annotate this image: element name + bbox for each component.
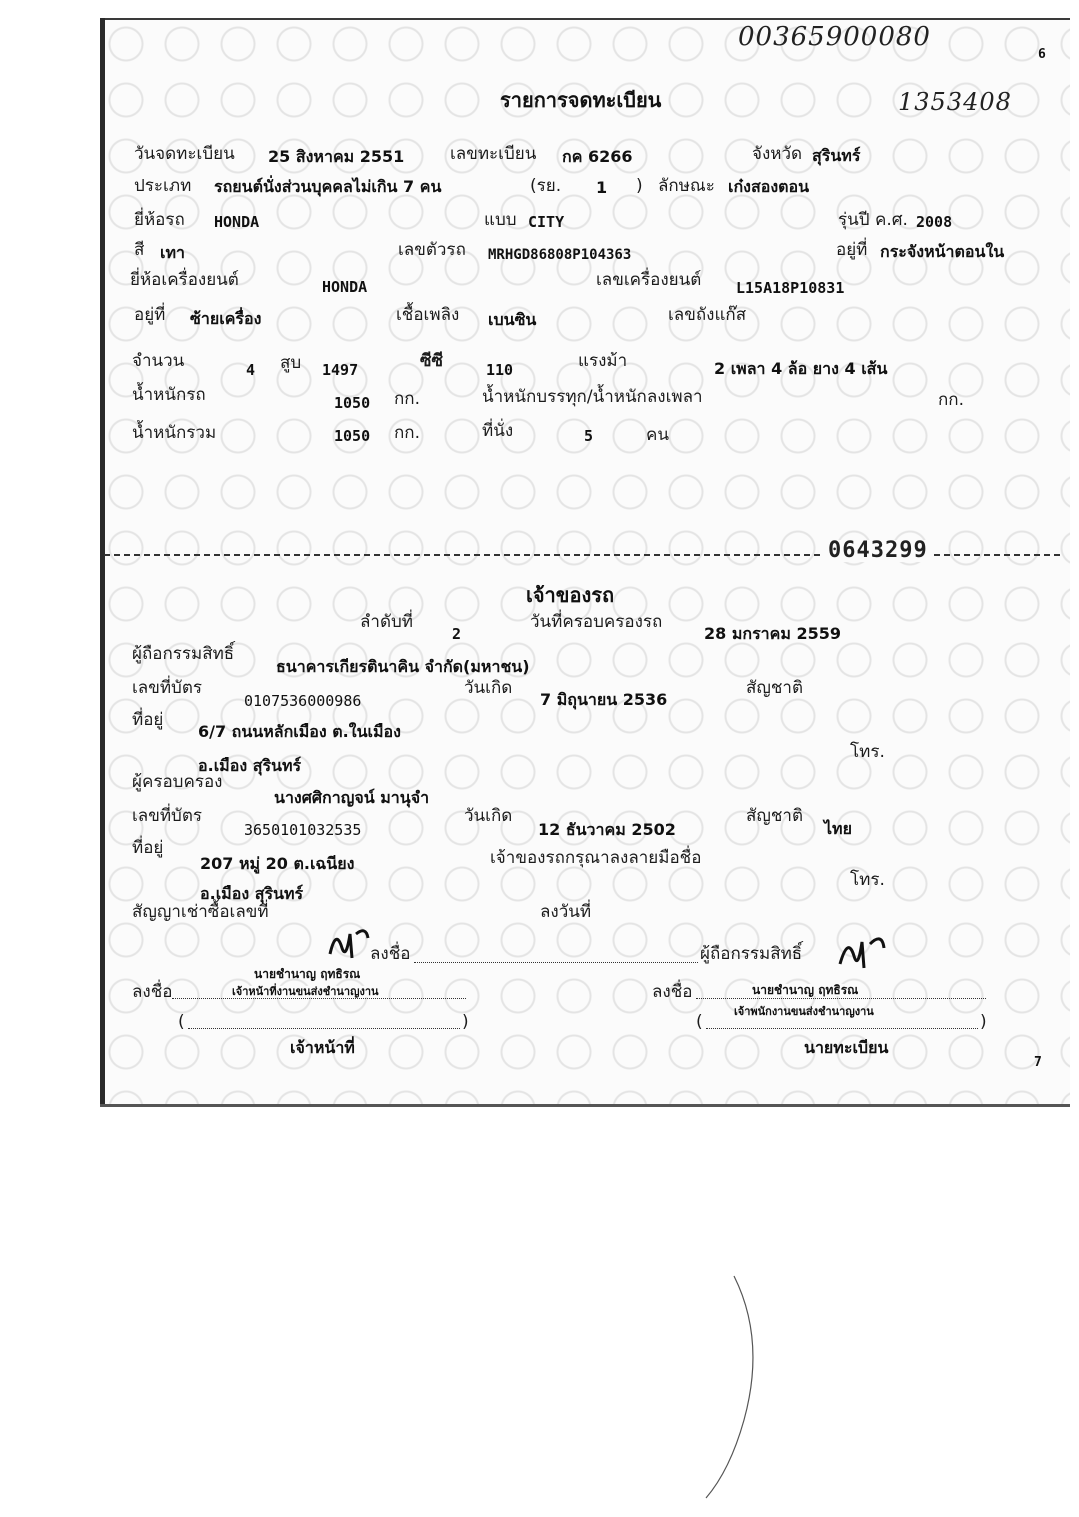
page-title: รายการจดทะเบียน (500, 88, 662, 112)
plate-value: กค 6266 (562, 147, 633, 166)
document-left-edge (100, 18, 105, 1106)
horsepower-value: 110 (486, 361, 514, 379)
officer-label: เจ้าหน้าที่ (290, 1038, 355, 1057)
possession-date-value: 28 มกราคม 2559 (704, 624, 841, 643)
owner-label: ผู้ถือกรรมสิทธิ์ (132, 644, 235, 664)
owner-value: ธนาคารเกียรตินาคิน จำกัด(มหาชน) (276, 657, 530, 676)
engine-location-label: อยู่ที่ (134, 305, 166, 325)
model-value: CITY (528, 213, 565, 231)
holder-id-label: เลขที่บัตร (132, 806, 203, 826)
load-label: น้ำหนักบรรทุก/น้ำหนักลงเพลา (482, 387, 703, 407)
province-label: จังหวัด (752, 144, 803, 164)
type-label: ประเภท (134, 176, 192, 196)
brand-label: ยี่ห้อรถ (134, 210, 185, 230)
reg-date-value: 25 สิงหาคม 2551 (268, 147, 405, 166)
officer-signature-mark (326, 924, 372, 964)
holder-signature-mark (836, 930, 888, 974)
owner-address-line1: 6/7 ถนนหลักเมือง ต.ในเมือง (198, 722, 401, 741)
owner-serial-code: 0643299 (824, 540, 932, 562)
left-paren-close: ) (462, 1012, 469, 1032)
holder-nationality-label: สัญชาติ (746, 806, 803, 826)
holder-birth-label: วันเกิด (464, 806, 513, 826)
holder-address-line1: 207 หมู่ 20 ต.เฉนียง (200, 854, 355, 873)
chassis-location-value: กระจังหน้าตอนใน (880, 242, 1005, 261)
holder-address-label: ที่อยู่ (132, 838, 164, 858)
model-label: แบบ (484, 210, 517, 230)
holder-nationality-value: ไทย (824, 819, 852, 838)
engine-number-label: เลขเครื่องยนต์ (596, 270, 702, 290)
holder-tel-label: โทร. (850, 870, 885, 890)
document-top-edge (100, 18, 1070, 20)
province-value: สุรินทร์ (812, 146, 861, 165)
stamp-right-name: นายชำนาญ ฤทธิรณ (752, 983, 859, 997)
owner-tel-label: โทร. (850, 742, 885, 762)
owner-sign-note: เจ้าของรถกรุณาลงลายมือชื่อ (490, 848, 702, 868)
possession-date-label: วันที่ครอบครองรถ (530, 612, 663, 632)
owner-address-line2: อ.เมือง สุรินทร์ (198, 756, 302, 775)
registrar-label: นายทะเบียน (804, 1038, 889, 1057)
cc-value: 1497 (322, 361, 359, 379)
rs-label: (รย. (530, 176, 562, 196)
seat-unit: คน (646, 425, 669, 445)
holder-value: นางศศิกาญจน์ มานุจำ (274, 788, 430, 807)
engine-location-value: ซ้ายเครื่อง (190, 309, 262, 328)
gas-tank-label: เลขถังแก๊ส (668, 305, 747, 325)
rs-close: ) (636, 176, 643, 196)
brand-value: HONDA (214, 213, 260, 231)
contract-label: สัญญาเช่าซื้อเลขที่ (132, 902, 269, 922)
page-number-bottom: 7 (1034, 1055, 1042, 1070)
axle-text: 2 เพลา 4 ล้อ ยาง 4 เส้น (714, 359, 888, 378)
body-value: เก๋งสองตอน (728, 177, 810, 196)
page-number-top: 6 (1038, 47, 1046, 62)
horsepower-label: แรงม้า (578, 351, 628, 371)
seat-label: ที่นั่ง (482, 421, 514, 441)
stamp-left-name: นายชำนาญ ฤทธิรณ (254, 967, 361, 981)
sign-right-label: ลงชื่อ (652, 982, 693, 1002)
fuel-value: เบนซิน (488, 310, 537, 329)
sign-left-label: ลงชื่อ (132, 982, 173, 1002)
fuel-label: เชื้อเพลิง (396, 305, 460, 325)
holder-id-value: 3650101032535 (244, 821, 362, 839)
owner-address-label: ที่อยู่ (132, 710, 164, 730)
owner-id-value: 0107536000986 (244, 692, 362, 710)
load-unit: กก. (938, 390, 964, 410)
right-name-line (706, 1028, 978, 1029)
holder-birth-value: 12 ธันวาคม 2502 (538, 820, 676, 839)
reg-date-label: วันจดทะเบียน (134, 144, 235, 164)
holder-label: ผู้ครอบครอง (132, 772, 223, 792)
right-paren-open: ( (696, 1012, 703, 1032)
count-value: 4 (246, 361, 256, 379)
year-value: 2008 (916, 213, 953, 231)
total-weight-label: น้ำหนักรวม (132, 423, 217, 443)
type-value: รถยนต์นั่งส่วนบุคคลไม่เกิน 7 คน (214, 177, 442, 196)
sign-name-label: ลงชื่อ (370, 944, 411, 964)
color-value: เทา (160, 243, 185, 262)
total-weight-unit: กก. (394, 423, 420, 443)
sign-name-line (414, 962, 698, 963)
handwritten-reference: 1353408 (898, 88, 1012, 116)
top-handwritten-number: 00365900080 (738, 22, 931, 52)
seat-value: 5 (584, 427, 594, 445)
owner-birth-value: 7 มิถุนายน 2536 (540, 690, 668, 709)
chassis-value: MRHGD86808P104363 (488, 247, 632, 263)
scan-artifact-curve (690, 1270, 770, 1510)
left-name-line (188, 1028, 460, 1029)
title-holder-label: ผู้ถือกรรมสิทธิ์ (700, 944, 803, 964)
total-weight-value: 1050 (334, 427, 371, 445)
weight-unit: กก. (394, 389, 420, 409)
color-label: สี (134, 240, 145, 260)
stamp-right-title: เจ้าพนักงานขนส่งชำนาญงาน (734, 1005, 874, 1018)
count-label: จำนวน (132, 351, 185, 371)
sign-left-line (172, 998, 466, 999)
holder-address-line2: อ.เมือง สุรินทร์ (200, 884, 304, 903)
weight-label: น้ำหนักรถ (132, 385, 206, 405)
right-paren-close: ) (980, 1012, 987, 1032)
chassis-location-label: อยู่ที่ (836, 240, 868, 260)
engine-brand-label: ยี่ห้อเครื่องยนต์ (130, 270, 239, 290)
cc-label: ซีซี (420, 351, 444, 371)
weight-value: 1050 (334, 394, 371, 412)
left-paren-open: ( (178, 1012, 185, 1032)
body-label: ลักษณะ (658, 176, 715, 196)
plate-label: เลขทะเบียน (450, 144, 537, 164)
owner-id-label: เลขที่บัตร (132, 678, 203, 698)
sign-date-label: ลงวันที่ (540, 902, 592, 922)
document-bottom-edge (100, 1104, 1070, 1107)
sign-right-line (696, 998, 986, 999)
stamp-left-title: เจ้าหน้าที่งานขนส่งชำนาญงาน (232, 985, 379, 998)
engine-number-value: L15A18P10831 (736, 279, 845, 297)
owner-section-title: เจ้าของรถ (526, 583, 615, 607)
cylinder-label: สูบ (280, 353, 302, 373)
rs-value: 1 (596, 178, 608, 197)
engine-brand-value: HONDA (322, 278, 368, 296)
order-label: ลำดับที่ (360, 612, 414, 632)
year-label: รุ่นปี ค.ศ. (838, 210, 908, 230)
order-value: 2 (452, 625, 462, 643)
owner-nationality-label: สัญชาติ (746, 678, 803, 698)
owner-birth-label: วันเกิด (464, 678, 513, 698)
chassis-label: เลขตัวรถ (398, 240, 466, 260)
